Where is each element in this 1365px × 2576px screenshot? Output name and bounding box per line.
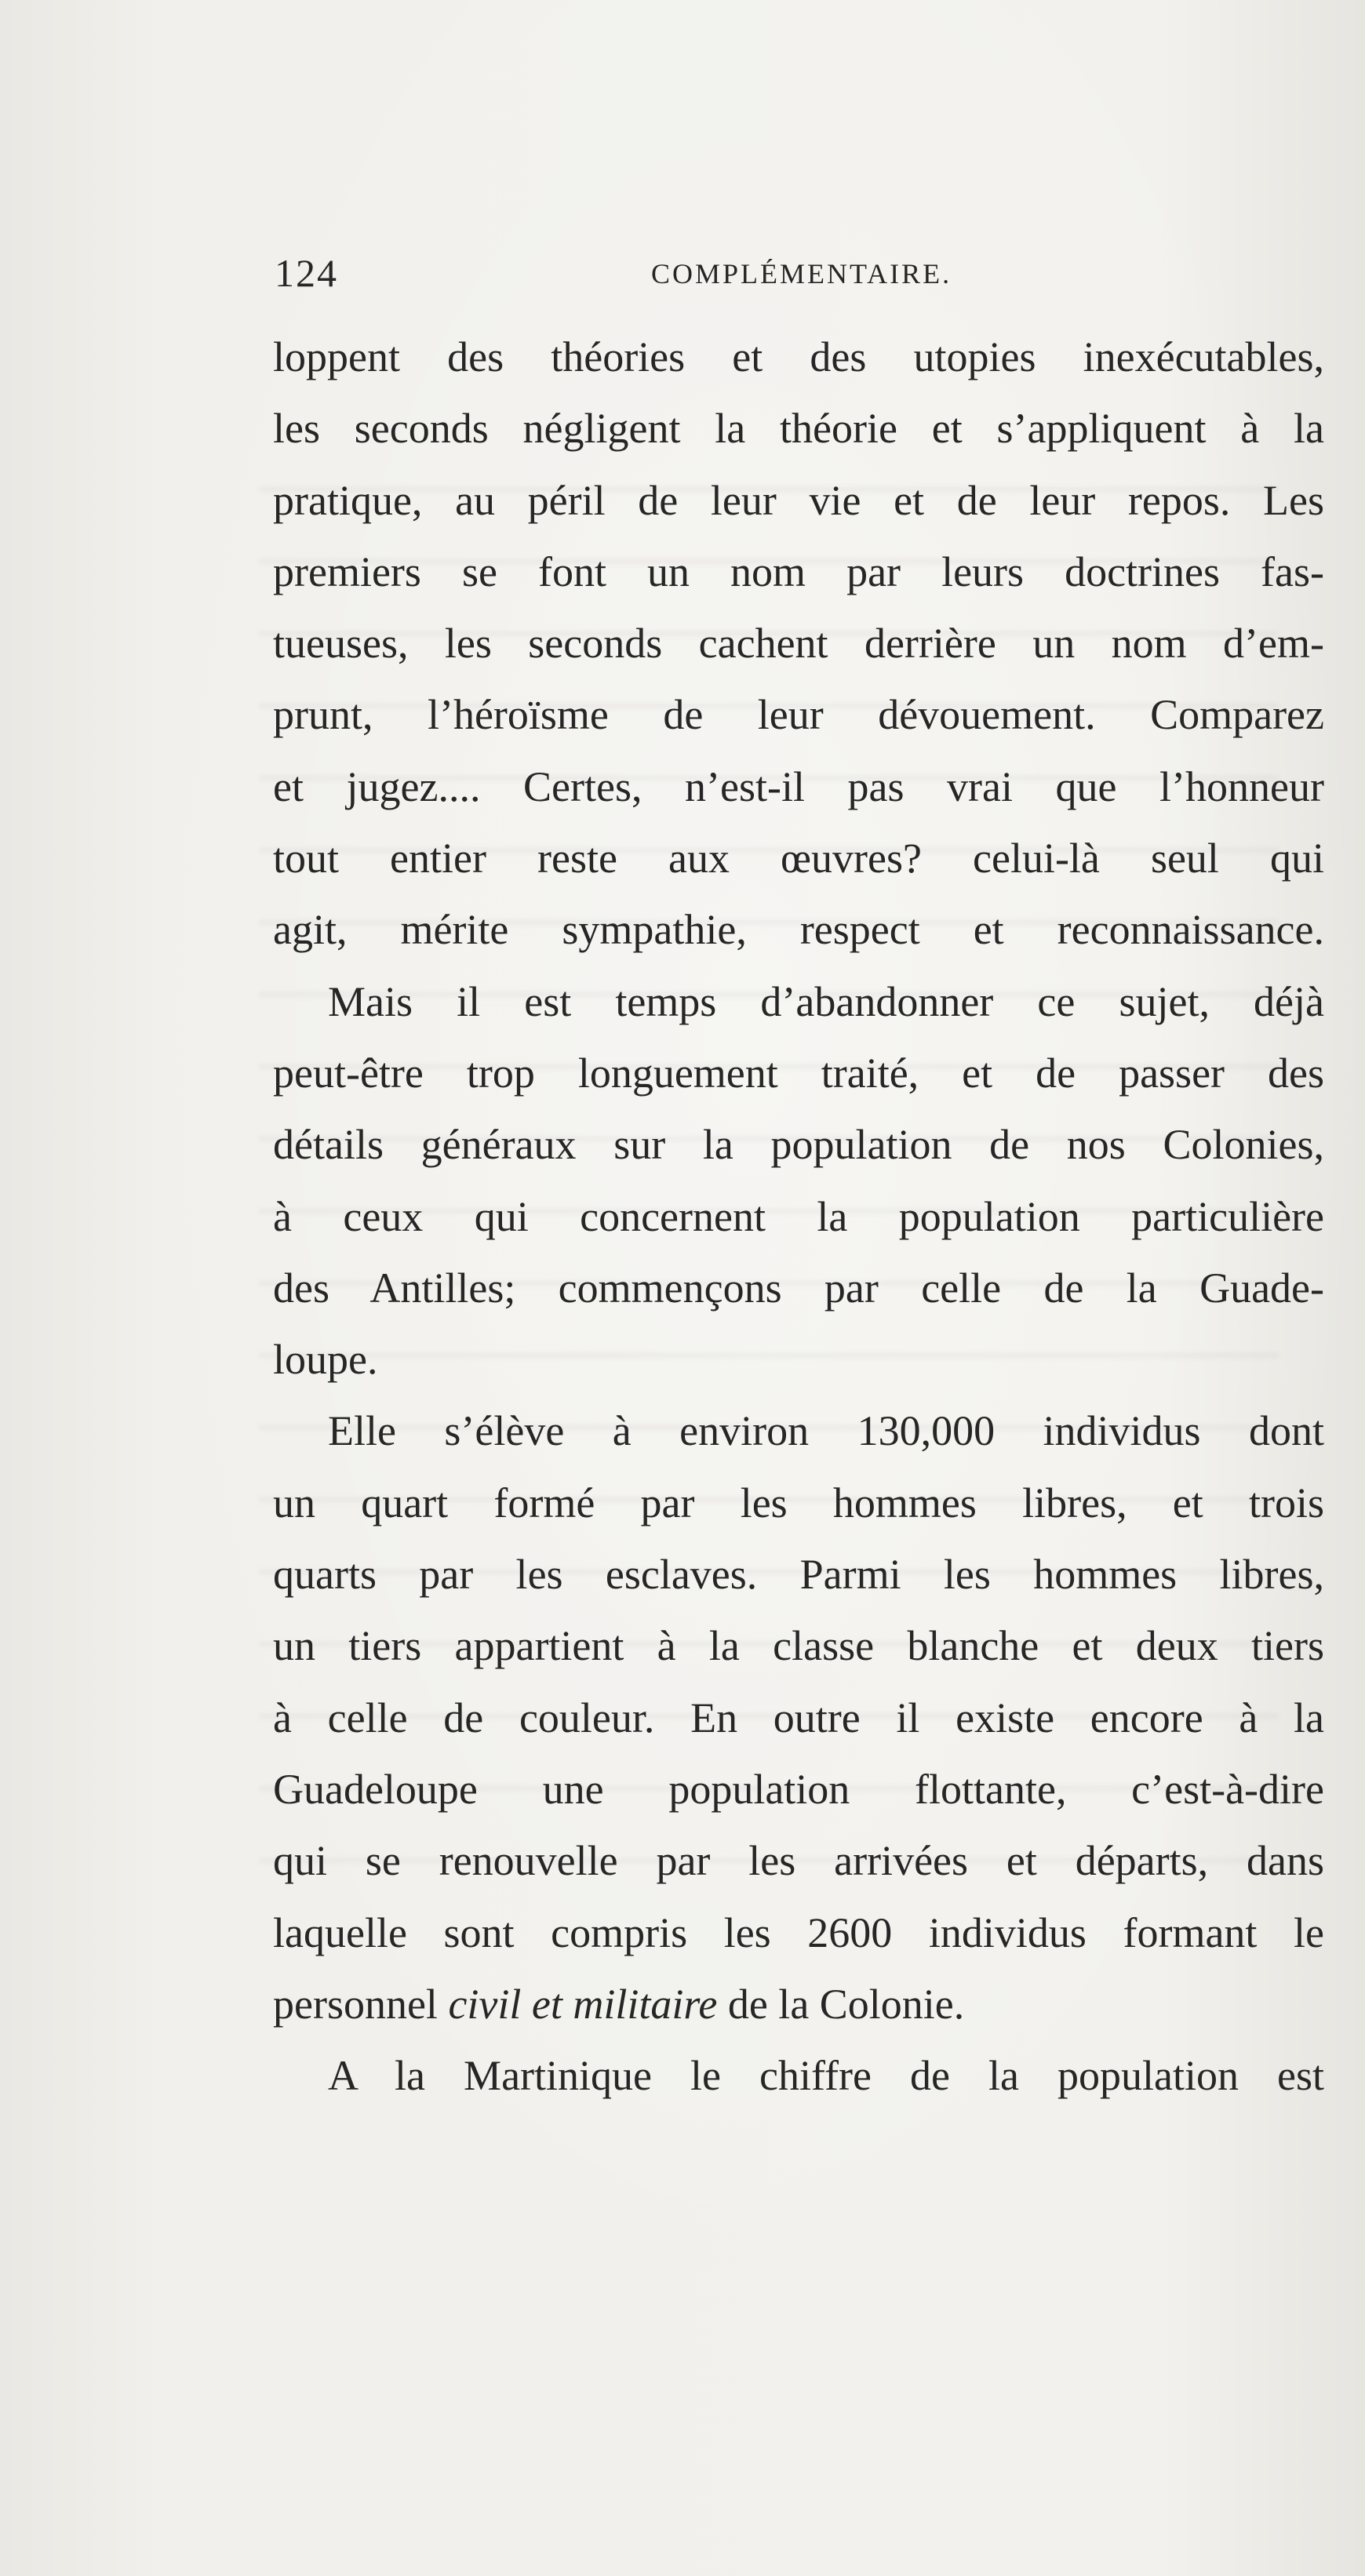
text-line: à celle de couleur. En outre il existe encore à la (273, 1694, 1324, 1741)
page-number: 124 (275, 251, 338, 295)
text-line: peut-être trop longuement traité, et de passer des (273, 1049, 1324, 1097)
text-line: à ceux qui concernent la population particulière (273, 1192, 1324, 1240)
text-line: personnel civil et militaire de la Colonie. (273, 1980, 965, 2028)
body-text (273, 322, 1324, 2112)
text-line: quarts par les esclaves. Parmi les hommes libres, (273, 1551, 1324, 1599)
paragraph-first-line: Mais il est temps d’abandonner ce sujet, déjà (328, 977, 1324, 1025)
text-line: les seconds négligent la théorie et s’appliquent à la (273, 405, 1324, 453)
paragraph-first-line: A la Martinique le chiffre de la population est (328, 2052, 1324, 2100)
text-line: pratique, au péril de leur vie et de leur repos. Les (273, 476, 1324, 524)
text-line: un quart formé par les hommes libres, et trois (273, 1479, 1324, 1526)
text-line: premiers se font un nom par leurs doctrines fas- (273, 548, 1324, 595)
text-line: loupe. (273, 1336, 378, 1384)
text-line: tout entier reste aux œuvres? celui-là seul qui (273, 835, 1324, 882)
italic-phrase: civil et militaire (448, 1980, 718, 2028)
text-line: détails généraux sur la population de nos Colonies, (273, 1121, 1324, 1169)
paragraph-first-line: Elle s’élève à environ 130,000 individus dont (328, 1407, 1324, 1455)
text-line: prunt, l’héroïsme de leur dévouement. Comparez (273, 691, 1324, 739)
text-line: qui se renouvelle par les arrivées et départs, dans (273, 1837, 1324, 1885)
running-title: COMPLÉMENTAIRE. (651, 258, 952, 289)
text-line: agit, mérite sympathie, respect et reconnaissance. (273, 906, 1324, 954)
text-line: tueuses, les seconds cachent derrière un nom d’em- (273, 620, 1324, 668)
text-line: un tiers appartient à la classe blanche et deux tiers (273, 1622, 1324, 1670)
text-line: laquelle sont compris les 2600 individus formant le (273, 1908, 1324, 1956)
text-line: et jugez.... Certes, n’est-il pas vrai que l’honneur (273, 762, 1324, 810)
text-line: loppent des théories et des utopies inexécutables, (273, 333, 1324, 380)
running-header (275, 249, 1263, 297)
text-line: Guadeloupe une population flottante, c’est-à-dire (273, 1765, 1324, 1813)
text-line: des Antilles; commençons par celle de la Guade- (273, 1264, 1324, 1312)
